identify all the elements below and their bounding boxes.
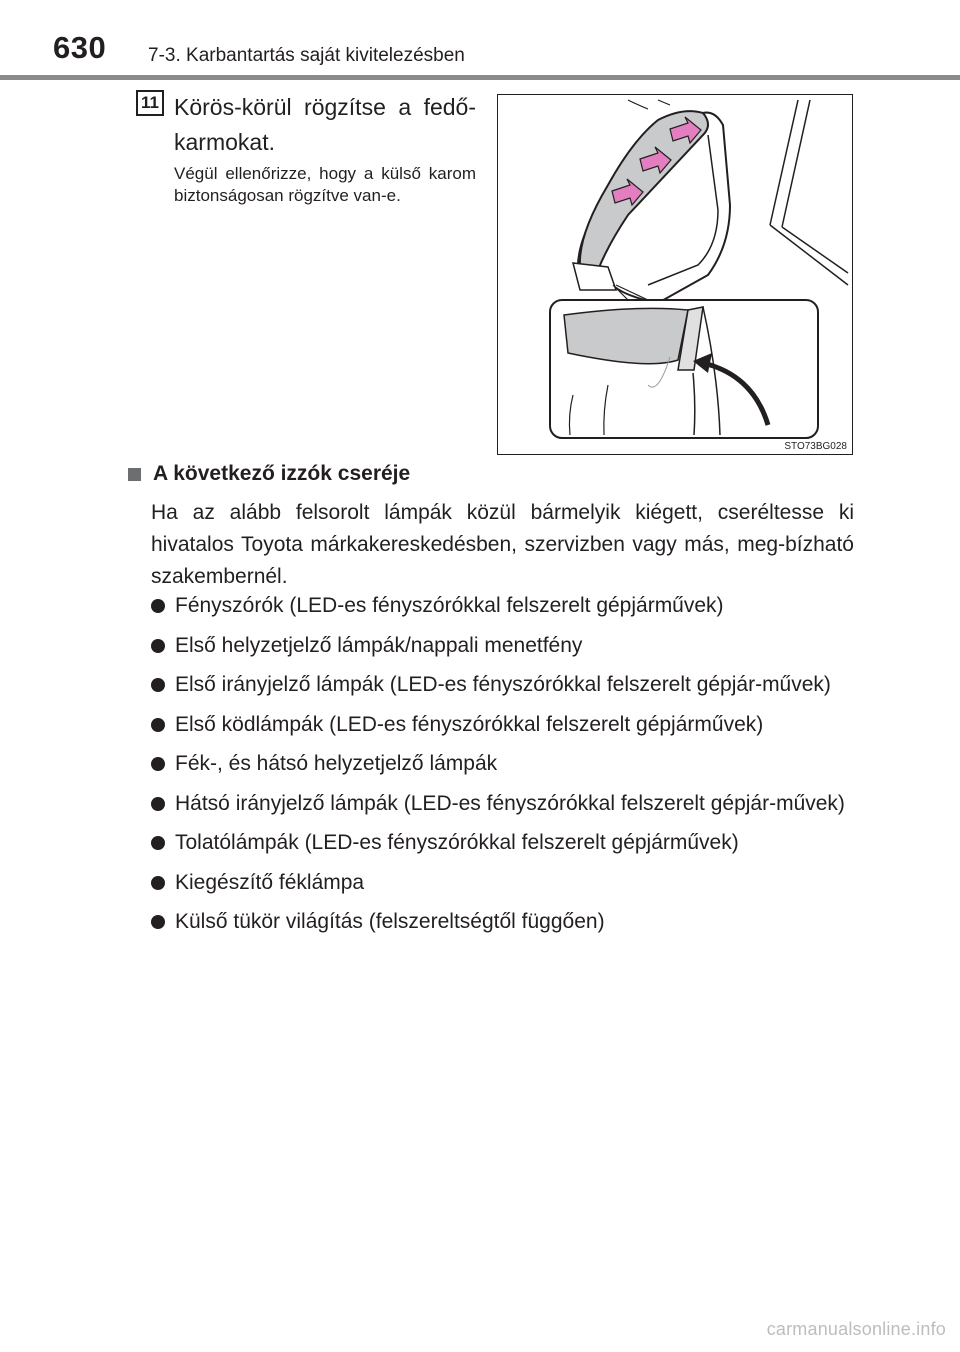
list-item-text: Első irányjelző lámpák (LED-es fényszórókkal felszerelt gépjár-művek)	[175, 673, 831, 696]
list-item	[151, 709, 854, 741]
bullet-dot-icon	[151, 915, 165, 929]
mirror-cover-drawing	[498, 95, 853, 455]
step-note: Végül ellenőrizze, hogy a külső karom biztonságosan rögzítve van-e.	[174, 164, 476, 205]
list-item-text: Első helyzetjelző lámpák/nappali menetfény	[175, 633, 583, 657]
list-item-text: Tolatólámpák (LED-es fényszórókkal felszerelt gépjárművek)	[175, 831, 739, 854]
list-item-text: Első ködlámpák (LED-es fényszórókkal felszerelt gépjárművek)	[175, 712, 764, 736]
bullet-dot-icon	[151, 678, 165, 692]
bulb-list	[151, 590, 854, 946]
list-item	[151, 827, 854, 859]
page-number: 630	[53, 30, 107, 65]
bullet-dot-icon	[151, 639, 165, 653]
list-item-text: Kiegészítő féklámpa	[175, 870, 365, 894]
square-bullet-icon	[128, 468, 141, 481]
mirror-cover-illustration	[497, 94, 853, 455]
step-instruction: Körös-körül rögzítse a fedő-karmokat.	[174, 94, 476, 155]
list-item-text: Fényszórók (LED-es fényszórókkal felszerelt gépjárművek)	[175, 594, 724, 617]
watermark: carmanualsonline.info	[766, 1319, 946, 1339]
bullet-dot-icon	[151, 718, 165, 732]
section-heading	[128, 462, 410, 486]
section-title: 7-3. Karbantartás saját kivitelezésben	[148, 45, 465, 66]
intro-paragraph: Ha az alább felsorolt lámpák közül bármelyik kiégett, cseréltesse ki hivatalos Toyota márkakereskedésben, szervizben vagy más, meg-bízható szakembernél.	[151, 501, 854, 588]
list-item	[151, 788, 854, 820]
list-item-text: Fék-, és hátsó helyzetjelző lámpák	[175, 752, 498, 775]
bullet-dot-icon	[151, 797, 165, 811]
step-number-badge: 11	[136, 90, 164, 116]
header-divider	[0, 75, 960, 80]
list-item	[151, 906, 854, 938]
figure-code: STO73BG028	[784, 441, 847, 452]
list-item	[151, 590, 854, 622]
section-heading-text: A következő izzók cseréje	[153, 462, 411, 485]
bullet-dot-icon	[151, 757, 165, 771]
list-item	[151, 748, 854, 780]
list-item-text: Külső tükör világítás (felszereltségtől függően)	[175, 910, 605, 933]
bullet-dot-icon	[151, 599, 165, 613]
list-item	[151, 669, 854, 701]
list-item-text: Hátsó irányjelző lámpák (LED-es fényszórókkal felszerelt gépjár-művek)	[175, 791, 845, 815]
bullet-dot-icon	[151, 876, 165, 890]
list-item	[151, 867, 854, 899]
bullet-dot-icon	[151, 836, 165, 850]
list-item	[151, 630, 854, 662]
